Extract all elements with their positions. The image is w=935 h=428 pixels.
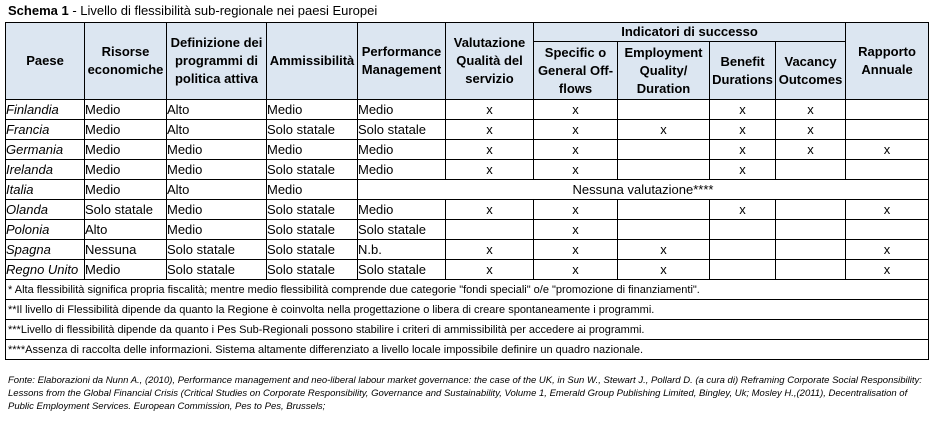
cell-employment [618, 160, 710, 180]
cell-vacancy [776, 200, 846, 220]
cell-definizione: Alto [167, 100, 267, 120]
cell-specific: x [534, 140, 618, 160]
cell-nessuna-valutazione: Nessuna valutazione**** [358, 180, 929, 200]
cell-ammissibilita: Solo statale [267, 120, 358, 140]
cell-definizione: Solo statale [167, 240, 267, 260]
cell-specific: x [534, 220, 618, 240]
table-row [6, 260, 929, 280]
table-row [6, 140, 929, 160]
cell-valutazione [446, 220, 534, 240]
cell-definizione: Medio [167, 160, 267, 180]
cell-benefit: x [710, 200, 776, 220]
cell-benefit: x [710, 160, 776, 180]
cell-risorse: Medio [85, 140, 167, 160]
cell-valutazione: x [446, 260, 534, 280]
cell-ammissibilita: Solo statale [267, 160, 358, 180]
cell-valutazione: x [446, 160, 534, 180]
cell-employment: x [618, 120, 710, 140]
cell-rapporto: x [846, 200, 929, 220]
cell-rapporto [846, 160, 929, 180]
cell-benefit [710, 260, 776, 280]
cell-rapporto [846, 120, 929, 140]
note-row [6, 340, 929, 360]
header-benefit: Benefit Durations [710, 42, 776, 100]
header-vacancy: Vacancy Outcomes [776, 42, 846, 100]
cell-employment: x [618, 260, 710, 280]
table-row [6, 200, 929, 220]
header-ammissibilita: Ammissibilità [267, 23, 358, 100]
cell-ammissibilita: Solo statale [267, 240, 358, 260]
cell-specific: x [534, 200, 618, 220]
note-1: * Alta flessibilità significa propria fiscalità; mentre medio flessibilità comprende due categorie "fondi speciali" o/e "promozione di finanziamenti". [6, 280, 929, 300]
cell-employment [618, 220, 710, 240]
cell-definizione: Medio [167, 220, 267, 240]
cell-risorse: Medio [85, 260, 167, 280]
header-rapporto: Rapporto Annuale [846, 23, 929, 100]
cell-vacancy: x [776, 100, 846, 120]
cell-paese: Finlandia [6, 100, 85, 120]
table-title-bold: Schema 1 [8, 3, 69, 18]
header-performance: Performance Management [358, 23, 446, 100]
cell-paese: Italia [6, 180, 85, 200]
note-row [6, 280, 929, 300]
table-row-italia [6, 180, 929, 200]
cell-definizione: Medio [167, 200, 267, 220]
cell-vacancy [776, 220, 846, 240]
cell-performance: Medio [358, 140, 446, 160]
cell-performance: Medio [358, 160, 446, 180]
cell-rapporto: x [846, 240, 929, 260]
cell-employment [618, 200, 710, 220]
cell-risorse: Nessuna [85, 240, 167, 260]
note-2: **Il livello di Flessibilità dipende da quanto la Regione è coinvolta nella progettazione o libera di creare spontaneamente i programmi. [6, 300, 929, 320]
cell-benefit: x [710, 100, 776, 120]
cell-performance: N.b. [358, 240, 446, 260]
cell-valutazione: x [446, 240, 534, 260]
cell-specific: x [534, 120, 618, 140]
cell-definizione: Alto [167, 120, 267, 140]
header-specific: Specific o General Off-flows [534, 42, 618, 100]
cell-performance: Medio [358, 100, 446, 120]
cell-employment: x [618, 240, 710, 260]
cell-benefit: x [710, 140, 776, 160]
cell-ammissibilita: Medio [267, 180, 358, 200]
cell-specific: x [534, 160, 618, 180]
header-employment: Employment Quality/ Duration [618, 42, 710, 100]
cell-rapporto [846, 100, 929, 120]
cell-performance: Solo statale [358, 120, 446, 140]
table-row [6, 160, 929, 180]
cell-vacancy: x [776, 120, 846, 140]
cell-valutazione: x [446, 120, 534, 140]
cell-paese: Irelanda [6, 160, 85, 180]
cell-employment [618, 140, 710, 160]
cell-paese: Regno Unito [6, 260, 85, 280]
cell-valutazione: x [446, 200, 534, 220]
table-row [6, 100, 929, 120]
cell-paese: Spagna [6, 240, 85, 260]
note-row [6, 300, 929, 320]
cell-risorse: Medio [85, 160, 167, 180]
note-3: ***Livello di flessibilità dipende da quanto i Pes Sub-Regionali possono stabilire i criteri di ammissibilità per accedere ai programmi. [6, 320, 929, 340]
header-definizione: Definizione dei programmi di politica attiva [167, 23, 267, 100]
cell-benefit [710, 220, 776, 240]
cell-risorse: Medio [85, 100, 167, 120]
cell-risorse: Solo statale [85, 200, 167, 220]
cell-definizione: Solo statale [167, 260, 267, 280]
cell-vacancy: x [776, 140, 846, 160]
table-title [8, 3, 377, 19]
cell-valutazione: x [446, 140, 534, 160]
cell-rapporto [846, 220, 929, 240]
cell-paese: Olanda [6, 200, 85, 220]
cell-risorse: Alto [85, 220, 167, 240]
cell-performance: Solo statale [358, 220, 446, 240]
cell-vacancy [776, 260, 846, 280]
cell-benefit: x [710, 120, 776, 140]
note-row [6, 320, 929, 340]
cell-definizione: Medio [167, 140, 267, 160]
cell-paese: Germania [6, 140, 85, 160]
cell-ammissibilita: Medio [267, 140, 358, 160]
cell-specific: x [534, 100, 618, 120]
cell-valutazione: x [446, 100, 534, 120]
cell-vacancy [776, 240, 846, 260]
header-indicatori: Indicatori di successo [534, 23, 846, 42]
cell-specific: x [534, 260, 618, 280]
cell-paese: Polonia [6, 220, 85, 240]
note-4: ****Assenza di raccolta delle informazioni. Sistema altamente differenziato a livello locale impossibile definire un quadro nazionale. [6, 340, 929, 360]
header-risorse: Risorse economiche [85, 23, 167, 100]
cell-benefit [710, 240, 776, 260]
cell-performance: Medio [358, 200, 446, 220]
cell-ammissibilita: Solo statale [267, 200, 358, 220]
cell-specific: x [534, 240, 618, 260]
cell-rapporto: x [846, 260, 929, 280]
cell-ammissibilita: Medio [267, 100, 358, 120]
table-title-rest: - Livello di flessibilità sub-regionale nei paesi Europei [68, 3, 378, 18]
cell-vacancy [776, 160, 846, 180]
header-valutazione: Valutazione Qualità del servizio [446, 23, 534, 100]
header-paese: Paese [6, 23, 85, 100]
cell-paese: Francia [6, 120, 85, 140]
source-citation: Fonte: Elaborazioni da Nunn A., (2010), Performance management and neo-liberal labour market governance: the case of the UK, in Sun W., Stewart J., Pollard D. (a cura di) Reframing Corporate Social Responsibility: Lessons from the Global Financial Crisis (Critical Studies on Corporate Responsibility, Governance and Sustainability, Volume 1, Emerald Group Publishing Limited, Bingley, Uk; Mosley H.,(2011), Decentralisation of Public Employment Services. European Commission, Pes to Pes, Brussels; [8, 375, 922, 412]
cell-definizione: Alto [167, 180, 267, 200]
cell-ammissibilita: Solo statale [267, 220, 358, 240]
cell-ammissibilita: Solo statale [267, 260, 358, 280]
cell-risorse: Medio [85, 180, 167, 200]
table-row [6, 120, 929, 140]
cell-risorse: Medio [85, 120, 167, 140]
flexibility-table [5, 22, 929, 360]
table-row [6, 220, 929, 240]
cell-performance: Solo statale [358, 260, 446, 280]
table-row [6, 240, 929, 260]
cell-rapporto: x [846, 140, 929, 160]
cell-employment [618, 100, 710, 120]
